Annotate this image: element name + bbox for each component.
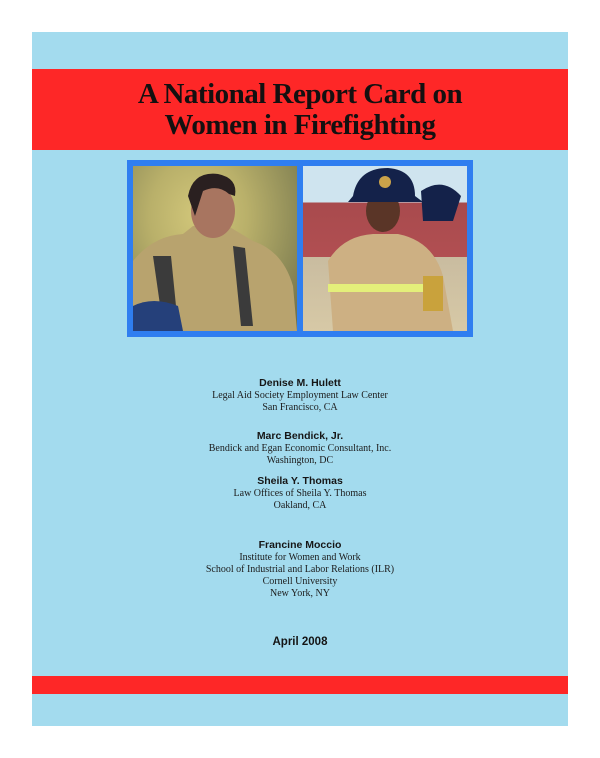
author-name: Francine Moccio bbox=[258, 539, 342, 551]
author-affiliation: Institute for Women and Work bbox=[239, 552, 361, 563]
author-location: Washington, DC bbox=[266, 455, 334, 466]
photo-firefighter-left bbox=[133, 166, 297, 331]
author-location: San Francisco, CA bbox=[262, 402, 338, 413]
author-affiliation-university: Cornell University bbox=[262, 576, 338, 587]
author-affiliation: Law Offices of Sheila Y. Thomas bbox=[233, 488, 367, 499]
bottom-red-band bbox=[32, 676, 568, 694]
publication-date: April 2008 bbox=[272, 636, 328, 648]
photo-frame bbox=[127, 160, 473, 337]
author-name: Denise M. Hulett bbox=[259, 377, 341, 389]
photo-firefighter-right bbox=[303, 166, 467, 331]
title-line-2: Women in Firefighting bbox=[164, 108, 436, 141]
author-sheila-thomas bbox=[32, 475, 568, 512]
author-affiliation: Bendick and Egan Economic Consultant, Inc. bbox=[208, 443, 392, 454]
author-affiliation: Legal Aid Society Employment Law Center bbox=[212, 390, 388, 401]
author-name: Marc Bendick, Jr. bbox=[256, 430, 344, 442]
firefighter-image bbox=[133, 166, 297, 331]
author-affiliation-school: School of Industrial and Labor Relations (ILR) bbox=[205, 564, 395, 575]
title-line-1: A National Report Card on bbox=[137, 77, 463, 110]
author-location: Oakland, CA bbox=[273, 500, 327, 511]
author-denise-hulett bbox=[32, 377, 568, 414]
author-name: Sheila Y. Thomas bbox=[257, 475, 343, 487]
author-location: New York, NY bbox=[269, 588, 330, 599]
cover-panel bbox=[32, 32, 568, 726]
author-francine-moccio bbox=[32, 539, 568, 600]
author-marc-bendick bbox=[32, 430, 568, 467]
title-band bbox=[32, 69, 568, 150]
firefighter-image bbox=[303, 166, 467, 331]
